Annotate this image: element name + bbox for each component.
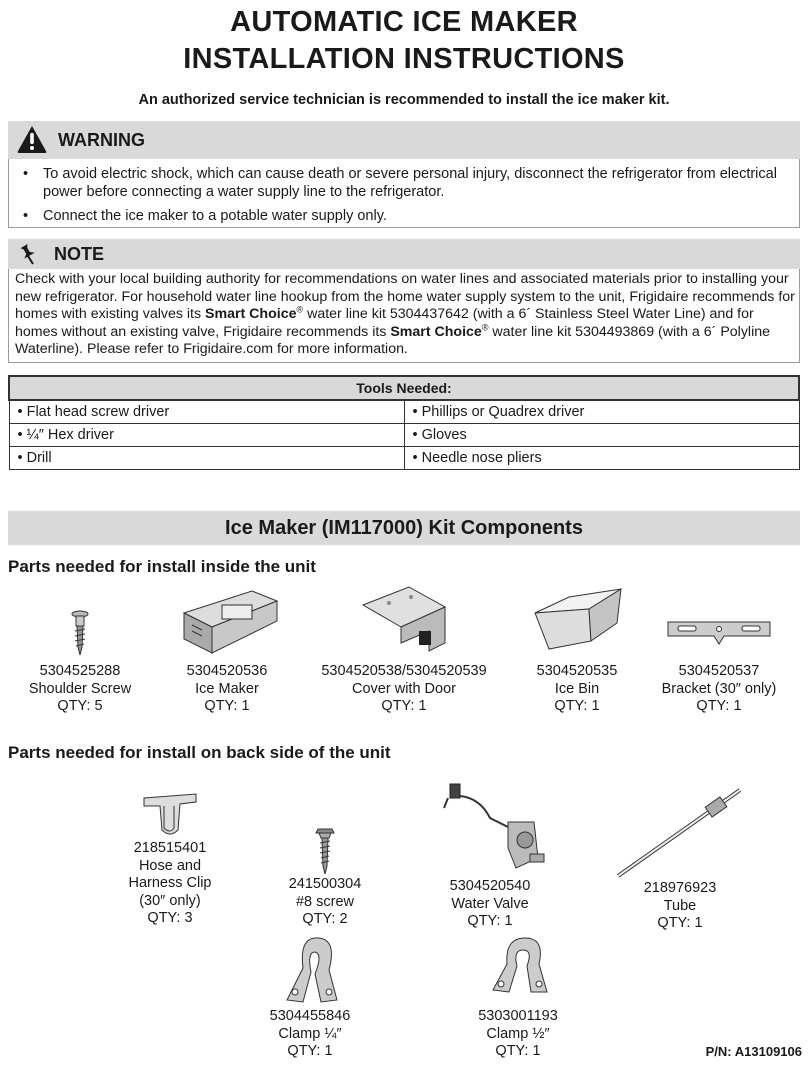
- note-pushpin-icon: [18, 243, 40, 265]
- tube-icon: [610, 780, 750, 880]
- cover-with-door-icon: [359, 583, 449, 663]
- part-name: Bracket (30″ only): [661, 680, 777, 697]
- part-name: Shoulder Screw: [28, 680, 132, 697]
- part-tube: [600, 780, 760, 933]
- part-qty: QTY: 3: [147, 910, 193, 926]
- warning-label: WARNING: [58, 130, 145, 150]
- warning-item: • Connect the ice maker to a potable water supply only.: [23, 208, 387, 224]
- part-number: 218976923: [643, 880, 717, 896]
- clamp-half-icon: [483, 930, 553, 1008]
- tools-header: Tools Needed:: [9, 376, 799, 400]
- part-ice-maker: [162, 583, 292, 716]
- part-name: Ice Bin: [554, 680, 600, 697]
- kit-components-header: Ice Maker (IM117000) Kit Components: [8, 511, 800, 545]
- part-number: 5304455846: [269, 1008, 351, 1024]
- part-name: (30″ only): [139, 892, 201, 909]
- table-cell: • Drill: [9, 447, 404, 470]
- part-qty: QTY: 1: [204, 698, 250, 714]
- part-number: 5304520536: [186, 663, 268, 679]
- part-number: 5303001193: [478, 1008, 558, 1024]
- clamp-quarter-icon: [275, 930, 345, 1008]
- table-cell: • ¼″ Hex driver: [9, 424, 404, 447]
- warning-header: [8, 121, 800, 159]
- note-label: NOTE: [54, 244, 105, 264]
- part-number: 5304520537: [678, 663, 760, 679]
- part-clamp-quarter: [240, 930, 380, 1061]
- shoulder-screw-icon: [70, 603, 90, 663]
- bracket-icon: [664, 603, 774, 663]
- part-bracket: [646, 603, 792, 716]
- note-text: Check with your local building authority for recommendations on water lines and associated materials prior to installing your new refrigerator. For household water line hookup from the home water supply system to the unit, Frigidaire recommends for homes with existing valves its Smart Choice® water line kit 5304437642 (with a 6´ Stainless Steel Water Line) and for homes without an existing valve, Frigidaire recommends its Smart Choice® water line kit 5304493869 (with a 6´ Polyline Waterline). Please refer to Frigidaire.com for more information.: [15, 271, 795, 358]
- table-cell: • Needle nose pliers: [404, 447, 799, 470]
- part-qty: QTY: 1: [554, 698, 600, 714]
- document-title: [0, 4, 808, 78]
- part-cover-with-door: [306, 583, 502, 716]
- part-shoulder-screw: [20, 603, 140, 716]
- part-number: 5304520540: [449, 878, 531, 894]
- ice-bin-icon: [529, 583, 625, 663]
- part-number: 241500304: [288, 876, 362, 892]
- part-number: 5304520538/5304520539: [321, 663, 487, 679]
- water-valve-icon: [430, 778, 550, 878]
- table-row: [9, 400, 799, 424]
- part-name: Tube: [663, 897, 697, 914]
- part-ice-bin: [520, 583, 634, 716]
- part-number: 218515401: [133, 840, 207, 856]
- table-row: [9, 424, 799, 447]
- warning-triangle-icon: [16, 124, 48, 154]
- table-cell: • Gloves: [404, 424, 799, 447]
- part-name: Harness Clip: [128, 875, 212, 891]
- part-qty: QTY: 1: [696, 698, 742, 714]
- part-water-valve: [420, 778, 560, 931]
- part-number: 5304525288: [39, 663, 121, 679]
- table-row: [9, 447, 799, 470]
- part-qty: QTY: 1: [467, 913, 513, 929]
- part-name: Ice Maker: [195, 680, 259, 697]
- screw-icon: [315, 826, 335, 876]
- part-hose-harness-clip: [110, 790, 230, 928]
- part-name: Clamp ½″: [486, 1025, 550, 1042]
- part-clamp-half: [448, 930, 588, 1061]
- inside-parts-title: Parts needed for install inside the unit: [8, 557, 316, 576]
- part-qty: QTY: 1: [495, 1043, 541, 1059]
- title-line-2: INSTALLATION INSTRUCTIONS: [183, 43, 625, 75]
- ice-maker-icon: [172, 583, 282, 663]
- tools-table: [8, 375, 800, 470]
- note-box: [8, 269, 800, 363]
- part-name: Hose and: [138, 857, 202, 874]
- document-part-number: P/N: A13109106: [705, 1044, 802, 1059]
- title-line-1: AUTOMATIC ICE MAKER: [230, 6, 578, 38]
- part-name: Cover with Door: [352, 680, 456, 697]
- table-cell: • Flat head screw driver: [9, 400, 404, 424]
- back-parts-title: Parts needed for install on back side of the unit: [8, 743, 391, 762]
- part-name: Clamp ¼″: [278, 1025, 342, 1042]
- warning-item: • To avoid electric shock, which can cause death or severe personal injury, disconnect the refrigerator from electrical power before connecting a water supply line to the refrigerator.: [23, 166, 777, 200]
- warning-box: [8, 159, 800, 228]
- part-name: Water Valve: [451, 895, 529, 912]
- part-name: #8 screw: [295, 893, 355, 910]
- part-qty: QTY: 1: [287, 1043, 333, 1059]
- subtitle: An authorized service technician is recommended to install the ice maker kit.: [138, 92, 670, 108]
- hose-clip-icon: [140, 790, 200, 840]
- part-qty: QTY: 2: [302, 911, 348, 927]
- part-qty: QTY: 1: [381, 698, 427, 714]
- note-header: [8, 239, 800, 269]
- table-cell: • Phillips or Quadrex driver: [404, 400, 799, 424]
- part-qty: QTY: 1: [657, 915, 703, 931]
- part-qty: QTY: 5: [57, 698, 103, 714]
- part-8-screw: [270, 826, 380, 929]
- part-number: 5304520535: [536, 663, 618, 679]
